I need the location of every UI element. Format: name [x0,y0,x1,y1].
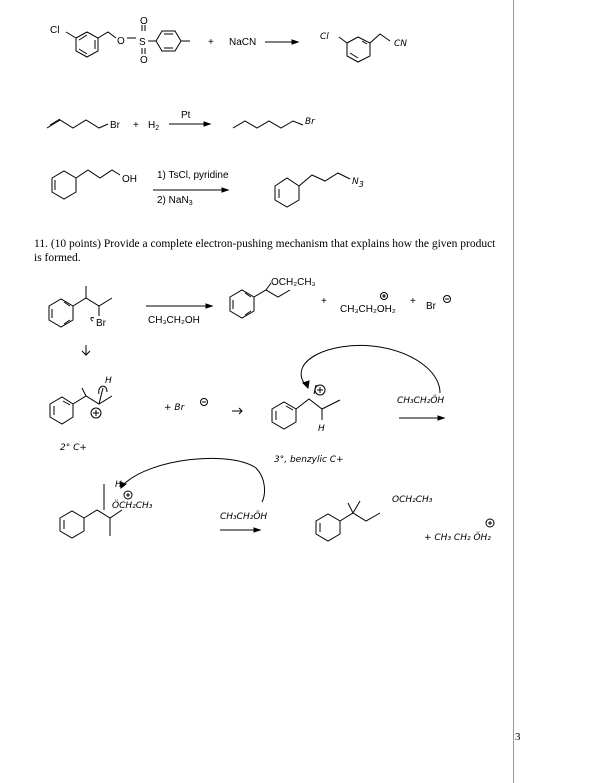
r3-step1: 1) TsCl, pyridine [157,170,229,181]
ethanol-label: CH₃CH₂ÖH [397,396,445,406]
carbocation-3-drawing [272,345,444,429]
reaction-1-tosylate [66,25,190,57]
h-label-2: H [318,424,325,434]
bromide-label: Br [426,301,436,312]
sm-br: Br [96,318,106,329]
ethanol-label-2: CH₃CH₂ÖH [220,512,268,522]
r2-plus: + [133,120,139,131]
product-ether: OCH₂CH₃ [271,277,316,288]
h-label-3: H [115,480,122,490]
final-product-drawing [316,501,380,541]
plus-bromide: + Br [164,403,185,413]
r1-reagent: NaCN [229,37,257,48]
r1-cl-label: Cl [50,25,60,36]
r1-o-top: O [140,16,148,27]
r1-o-label: O [117,36,125,47]
secondary-cation-label: 2° C+ [60,443,87,453]
r2-br: Br [110,120,120,131]
solvent-label: CH₃CH₂OH [148,315,200,326]
r1-product-cn: CN [394,39,408,49]
plus-1: + [321,296,327,307]
byproduct-oxonium: CH₃CH₂OH₂ [340,304,396,315]
r1-product-drawing [339,34,390,62]
r3-step2: 2) NaN$_3$ [157,195,193,207]
final-ether: OCH₂CH₃ [392,495,433,505]
oxonium-label: ÖCH₂CH₃ [112,501,153,511]
question-text: 11. (10 points) Provide a complete electron-pushing mechanism that explains how the given product is formed. [34,238,496,264]
down-arrow [82,345,90,355]
h-label-1: H [105,376,112,386]
r3-oh: OH [122,174,137,185]
step-arrow [232,408,242,414]
final-byproduct: + CH₃ CH₂ ÖH₂ [424,533,491,543]
r1-o-bottom: O [140,55,148,66]
tertiary-cation-label: 3°, benzylic C+ [274,455,344,465]
r1-product-cl: Cl [320,32,329,42]
r2-product-br: Br [305,117,315,127]
reaction-2-drawing [47,119,303,128]
r2-h2: $H_2$ [148,120,160,132]
r1-s-label: S [139,37,146,48]
plus-2: + [410,296,416,307]
page-number: 3 [515,731,521,743]
oxonium-drawing [60,458,264,538]
r1-plus: + [208,37,214,48]
r3-product-n3: N3 [352,177,364,189]
r2-catalyst: Pt [181,110,191,121]
carbocation-2-drawing [50,386,112,424]
